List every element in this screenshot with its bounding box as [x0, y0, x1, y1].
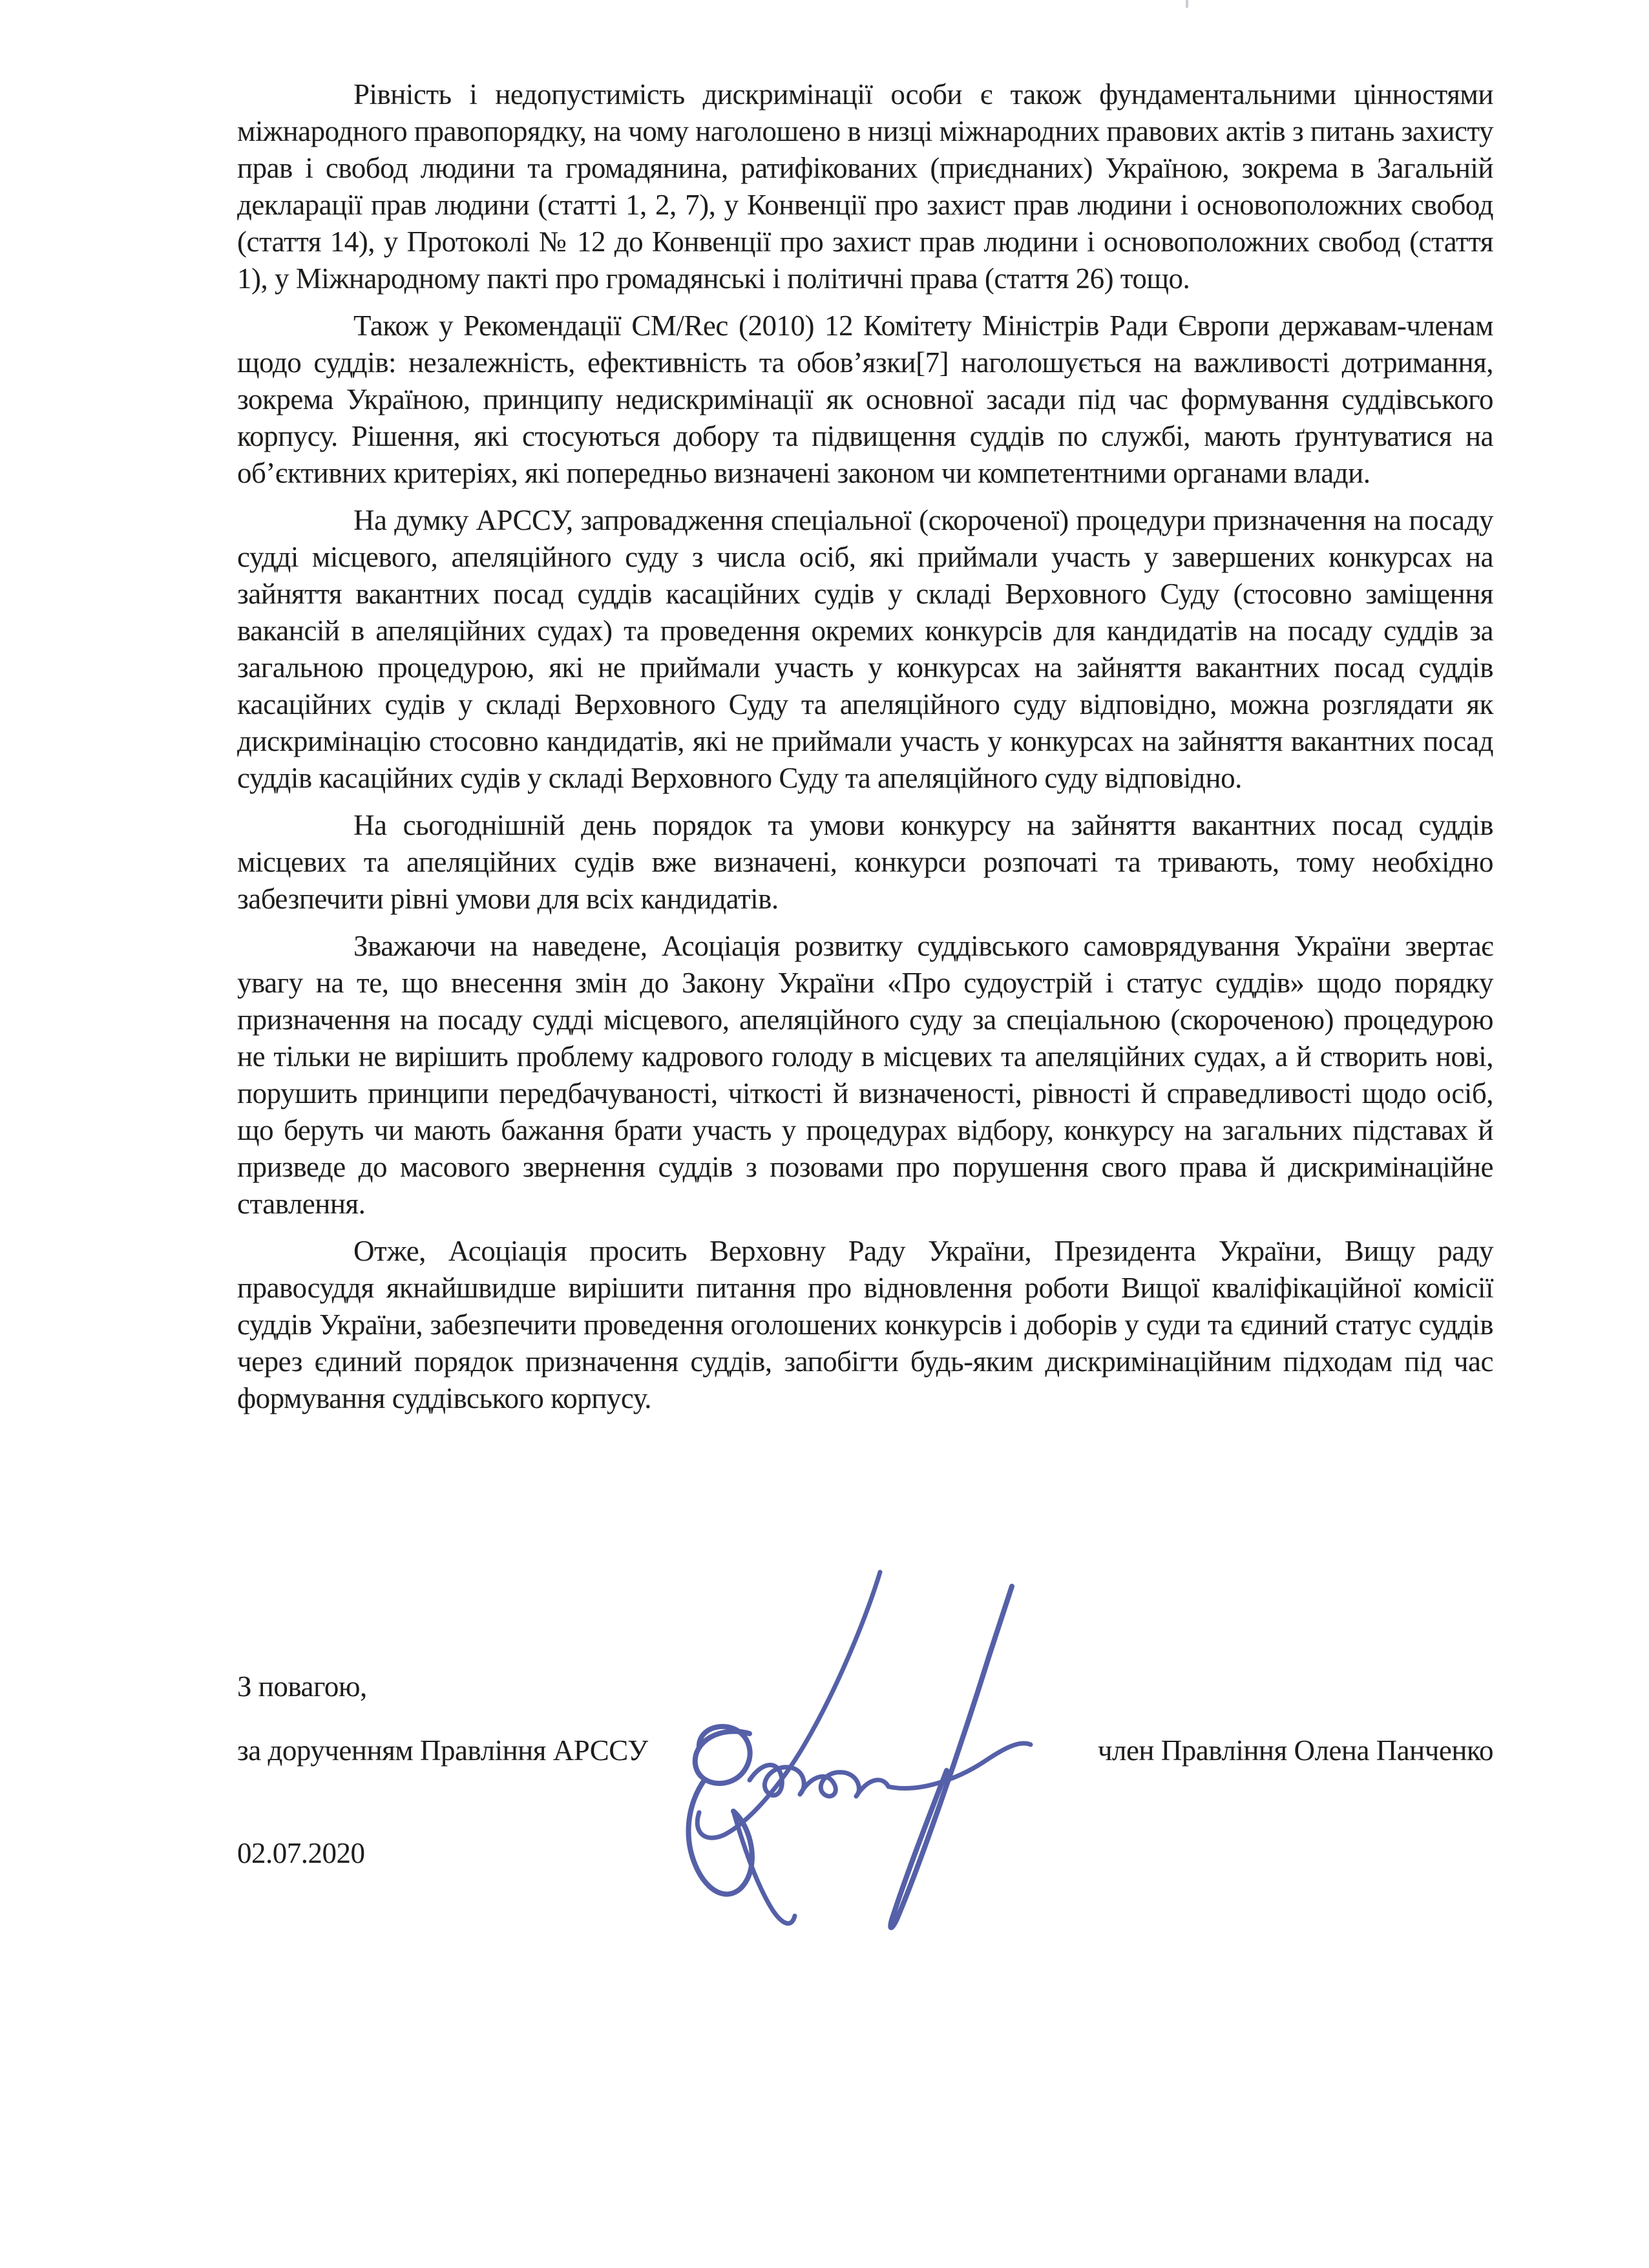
paragraph-cmrec-recommendation: Також у Рекомендації CM/Rec (2010) 12 Комітету Міністрів Ради Європи державам-членам щодо суддів: незалежність, ефективність та обов’язки[7] наголошується на важливості дотримання, зокрема Україною, принципу недискримінації як основної засади під час формування суддівського корпусу. Рішення, які стосуються добору та підвищення суддів по службі, мають ґрунтуватися на об’єктивних критеріях, які попередньо визначені законом чи компетентними органами влади.	[237, 310, 1493, 489]
signatory-name-text: член Правління Олена Панченко	[1097, 1734, 1493, 1767]
paragraph-arssu-opinion: На думку АРССУ, запровадження спеціальної (скороченої) процедури призначення на посаду судді місцевого, апеляційного суду з числа осіб, які приймали участь у завершених конкурсах на зайняття вакантних посад суддів касаційних судів у складі Верховного Суду (стосовно заміщення вакансій в апеляційних судах) та проведення окремих конкурсів для кандидатів на посаду суддів за загальною процедурою, які не приймали участь у конкурсах на зайняття вакантних посад суддів касаційних судів у складі Верховного Суду та апеляційного суду відповідно, можна розглядати як дискримінацію стосовно кандидатів, які не приймали участь у конкурсах на зайняття вакантних посад суддів касаційних судів у складі Верховного Суду та апеляційного суду відповідно.	[237, 504, 1493, 794]
closing-salutation: З повагою,	[237, 1670, 367, 1703]
signatory-authority-text: за дорученням Правління АРССУ	[237, 1734, 648, 1767]
letter-date: 02.07.2020	[237, 1837, 365, 1869]
letter-body	[237, 76, 1493, 1427]
paragraph-law-amendment-warning: Зважаючи на наведене, Асоціація розвитку суддівського самоврядування України звертає увагу на те, що внесення змін до Закону України «Про судоустрій і статус суддів» щодо порядку призначення на посаду судді місцевого, апеляційного суду за спеціальною (скороченою) процедурою не тільки не вирішить проблему кадрового голоду в місцевих та апеляційних судах, а й створить нові, порушить принципи передбачуваності, чіткості й визначеності, рівності й справедливості щодо осіб, що беруть чи мають бажання брати участь у процедурах відбору, конкурсу на загальних підставах й призведе до масового звернення суддів з позовами про порушення свого права й дискримінаційне ставлення.	[237, 930, 1493, 1220]
signature-block	[237, 1668, 1493, 1872]
signature-row	[237, 1732, 1493, 1769]
scan-artifact	[1186, 0, 1188, 8]
paragraph-final-request: Отже, Асоціація просить Верховну Раду України, Президента України, Вищу раду правосуддя якнайшвидше вирішити питання про відновлення роботи Вищої кваліфікаційної комісії суддів України, забезпечити проведення оголошених конкурсів і доборів у суди та єдиний статус суддів через єдиний порядок призначення суддів, запобігти будь-яким дискримінаційним підходам під час формування суддівського корпусу.	[237, 1235, 1493, 1414]
paragraph-current-competitions: На сьогоднішній день порядок та умови конкурсу на зайняття вакантних посад суддів місцевих та апеляційних судів вже визначені, конкурси розпочаті та тривають, тому необхідно забезпечити рівні умови для всіх кандидатів.	[237, 809, 1493, 915]
paragraph-equality-principle: Рівність і недопустимість дискримінації особи є також фундаментальними цінностями міжнародного правопорядку, на чому наголошено в низці міжнародних правових актів з питань захисту прав і свобод людини та громадянина, ратифікованих (приєднаних) Україною, зокрема в Загальній декларації прав людини (статті 1, 2, 7), у Конвенції про захист прав людини і основоположних свобод (стаття 14), у Протоколі № 12 до Конвенції про захист прав людини і основоположних свобод (стаття 1), у Міжнародному пакті про громадянські і політичні права (стаття 26) тощо.	[237, 78, 1493, 295]
